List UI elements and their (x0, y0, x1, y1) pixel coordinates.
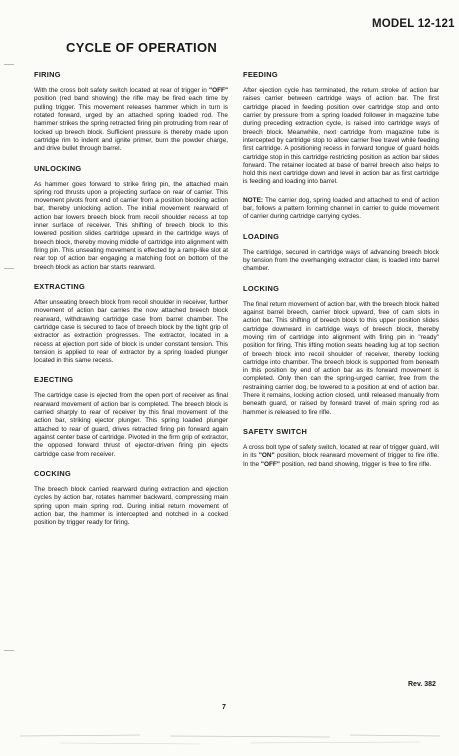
margin-mark (4, 650, 14, 651)
section-heading-loading: LOADING (243, 231, 280, 241)
section-feeding (243, 70, 439, 222)
margin-mark (4, 64, 14, 65)
body-text: The breech block carried rearward during extraction and ejection cycles by action bar, rotates hammer backward, compressing main spring upon main spring rod. During initial return movement of action bar, the hammer is intercepted and notched in a cocked position by trigger ready for firing. (34, 485, 228, 527)
section-extracting (34, 282, 228, 366)
section-cocking (34, 469, 228, 528)
revision-label: Rev. 382 (408, 681, 436, 688)
page-number: 7 (222, 704, 226, 711)
body-text: The cartridge case is ejected from the open port of receiver as final rearward movement of action bar is completed. The breech block is carried sharply to rear of receiver by this final movement of the action bar, striking ejector plunger. This spring loaded plunger attached to rear of guard, drives retracted firing pin forward again against center base of cartridge. Pivoted in the firm grip of extractor, the opposed forward thrust of ejector-driven firing pin ejects cartridge case from receiver. (34, 392, 228, 458)
paragraph (34, 392, 228, 459)
section-safety-switch (243, 427, 439, 469)
bold-text: NOTE: (243, 196, 264, 204)
paragraph (34, 87, 228, 154)
left-column (34, 70, 228, 538)
section-heading-firing: FIRING (34, 70, 61, 79)
body-text: position, block rearward movement of trigger to fire rifle. In the (243, 452, 439, 468)
body-text: The final return movement of action bar, with the breech block halted against barrel breech, carrier block upward, free of cam slots in action bar. This shifting of breech block to this upper position slides cartridge downward in cartridge ways of breech block, thereby moving rim of cartridge into alignment with firing pin in "ready" position for firing. This lifting motion seats heading lug at top section of breech block into recoil shoulder of receiver, thereby locking cartridge into chamber. The breech block is supported from beneath in this position by end of action bar as its forward movement is completed. Only then can the spring-urged carrier, free from the restraining carrier dog, be lowered to a position at end of action bar. There it remains, locking action closed, until released manually from beneath guard, or raised by forward travel of main spring rod as hammer is released to fire rifle. (243, 300, 439, 416)
body-text: With the cross bolt safety switch located at rear of trigger in (34, 87, 210, 94)
section-unlocking (34, 164, 228, 272)
section-heading-feeding: FEEDING (243, 70, 278, 79)
paragraph (243, 249, 439, 274)
section-loading (243, 232, 439, 274)
body-text: position (red band showing) the rifle may be fired each time by pulling trigger. This movement releases hammer which in turn is rotated forward, urged by an attached spring loaded rod. The hammer strikes the spring retracted firing pin protruding from rear of locked up breech block. Sufficient pressure is thereby made upon cartridge rim to indent and ignite primer, burn the powder charge, and drive bullet through barrel. (34, 95, 228, 153)
paragraph (34, 181, 228, 272)
right-column (243, 70, 439, 479)
page-title: CYCLE OF OPERATION (66, 40, 218, 55)
paragraph (34, 299, 228, 366)
body-text: After unseating breech block from recoil shoulder in receiver, further movement of action bar carries the now attached breech block rearward, withdrawing cartridge case from barrel chamber. The cartridge case is secured to face of breech block by the tight grip of extractor as extraction progresses. The extractor, located in a recess at ejection port side of block is under constant tension. This tension is applied to rear of extractor by a spring loaded plunger located in this same recess. (34, 298, 228, 365)
body-text: As hammer goes forward to strike firing pin, the attached main spring rod thrusts upon a projecting surface on rear of carrier. This movement pivots front end of carrier from a position blocking action bar, thereby unlocking action. The initial movement rearward of action bar lowers breech block from recoil shoulder recess at top inner surface of receiver. This shifting of breech block to this lowered position slides cartridge upward in the cartridge ways of breech block, thereby moving middle of cartridge into alignment with firing pin. This unseating movement is effected by a ramp-like slot at rear top of action bar engaging a matching foot on bottom of the breech block as action bar starts rearward. (34, 180, 228, 271)
paragraph (34, 486, 228, 528)
paragraph (243, 301, 439, 417)
body-text: position, red band showing, trigger is free to fire rifle. (279, 460, 432, 468)
body-text: A cross bolt type of safety switch, located at rear of trigger guard, will in its (243, 444, 439, 460)
body-text: After ejection cycle has terminated, the return stroke of action bar raises carrier between cartridge ways of action bar. The first cartridge placed in feeding position over cartridge stop and onto carrier by pressure from a spring loaded follower in magazine tube during preceding extraction cycle, is raised into cartridge ways of breech block. Meanwhile, next cartridge from magazine tube is intercepted by cartridge stop to allow carrier free travel while feeding first cartridge. A positioning recess in forward tongue of guard holds cartridge stop in this cartridge restricting position as action bar slides forward. The retainer located at base of barrel breech also helps to hold this next cartridge down and level in action bar as first cartridge is feeding and loading into barrel. (243, 87, 439, 186)
section-heading-safety-switch: SAFETY SWITCH (243, 427, 308, 436)
body-text: The carrier dog, spring loaded and attached to end of action bar, follows a pattern forming channel in carrier to guide movement of carrier during cartridge carrying cycles. (243, 196, 439, 221)
bold-text: "OFF" (209, 87, 228, 94)
paragraph (243, 87, 439, 187)
section-heading-locking: LOCKING (243, 283, 280, 293)
model-number: MODEL 12-121 (372, 18, 455, 30)
section-heading-ejecting: EJECTING (34, 375, 74, 385)
section-ejecting (34, 375, 228, 459)
section-locking (243, 284, 439, 417)
section-heading-extracting: EXTRACTING (34, 281, 86, 291)
section-heading-unlocking: UNLOCKING (34, 163, 82, 173)
scan-edge-lines (0, 732, 459, 752)
section-heading-cocking: COCKING (34, 468, 71, 478)
bold-text: "ON" (258, 452, 275, 460)
section-firing (34, 70, 228, 154)
paragraph (243, 197, 439, 222)
bold-text: "OFF" (260, 460, 280, 468)
paragraph (243, 444, 439, 469)
margin-mark (4, 268, 14, 269)
body-text: The cartridge, secured in cartridge ways of advancing breech block by tension from the overhanging extractor claw, is loaded into barrel chamber. (243, 248, 439, 273)
